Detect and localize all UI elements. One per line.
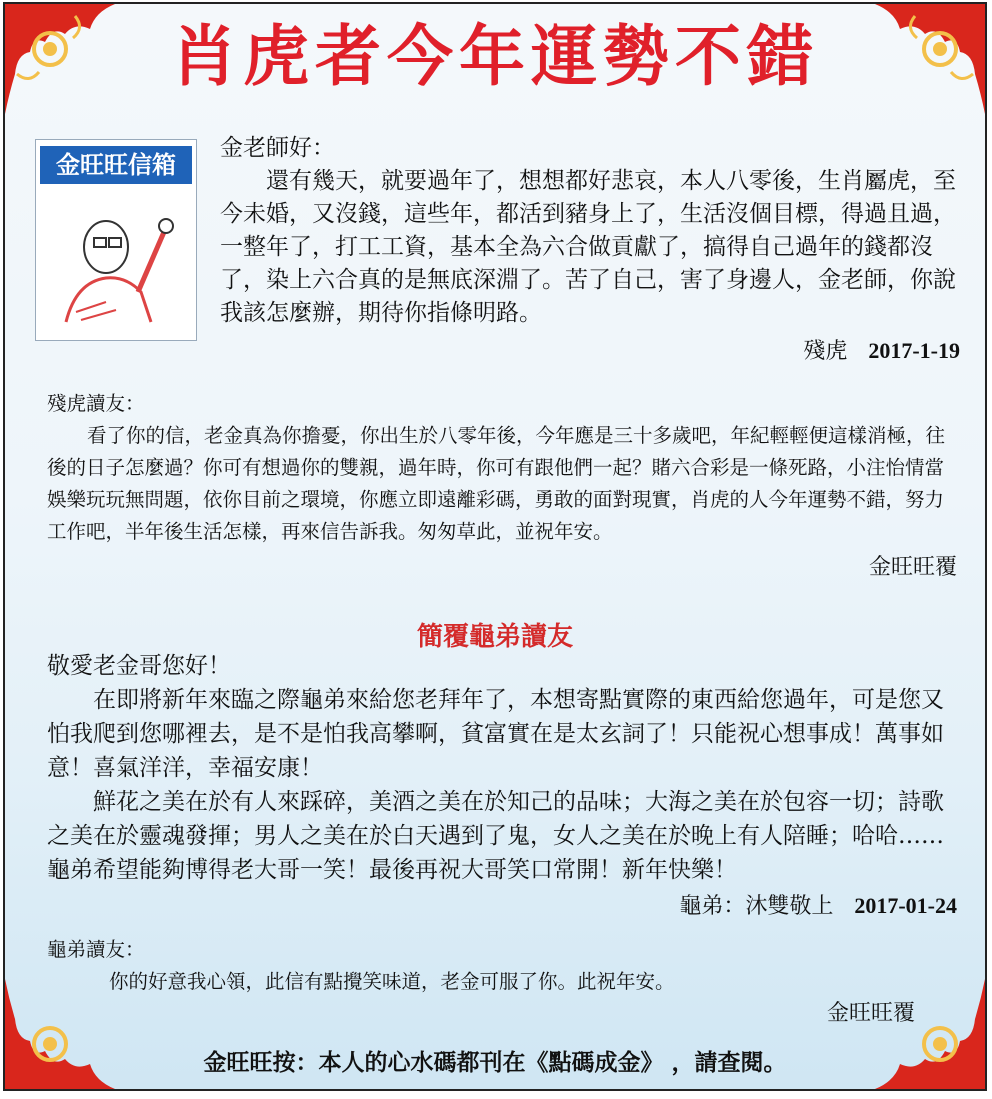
reader-letter [220, 132, 960, 368]
letter-signature [47, 889, 957, 924]
reply-greeting: 龜弟讀友： [47, 938, 145, 961]
signature-name: 龜弟：沐雙敬上 [679, 894, 834, 919]
editor-reply-2 [47, 934, 957, 1030]
signature-date: 2017-01-24 [854, 893, 957, 918]
letter-greeting: 金老師好： [220, 135, 335, 161]
letter-greeting: 敬愛老金哥您好！ [47, 653, 231, 679]
signature-date: 2017-1-19 [868, 338, 960, 363]
reader-letter-2 [47, 649, 957, 924]
reply-signature: 金旺旺覆 [826, 1001, 915, 1026]
column-label: 金旺旺信箱 [40, 146, 192, 184]
letter-body: 還有幾天，就要過年了，想想都好悲哀，本人八零後，生肖屬虎，至今未婚，又沒錢，這些年，都活到豬身上了，生活沒個目標，得過且過，一整年了，打工工資，基本全為六合做貢獻了，搞得自己過年的錢都沒了，染上六合真的是無底深淵了。苦了自己，害了身邊人，金老師，你說我該怎麼辦，期待你指條明路。 [220, 168, 956, 326]
letter-signature [220, 334, 960, 368]
signature-name: 殘虎 [803, 339, 848, 364]
page-title: 肖虎者今年運勢不錯 [171, 18, 819, 95]
reply-body: 看了你的信，老金真為你擔憂，你出生於八零年後，今年應是三十多歲吧，年紀輕輕便這樣消極，往後的日子怎麼過？你可有想過你的雙親，過年時，你可有跟他們一起？賭六合彩是一條死路，小注怡情當娛樂玩玩無問題，依你目前之環境，你應立即遠離彩碼，勇敢的面對現實，肖虎的人今年運勢不錯，努力工作吧，半年後生活怎樣，再來信告訴我。匆匆草此，並祝年安。 [47, 424, 946, 543]
column-logo [35, 139, 197, 341]
editor-reply [47, 388, 957, 584]
newspaper-page [3, 2, 987, 1091]
section-subheading: 簡覆龜弟讀友 [416, 622, 573, 652]
letter-paragraph: 鮮花之美在於有人來踩碎，美酒之美在於知己的品味；大海之美在於包容一切；詩歌之美在於靈魂發揮；男人之美在於白天遇到了鬼，女人之美在於晚上有人陪睡；哈哈……龜弟希望能夠博得老大哥一笑！最後再祝大哥笑口常開！新年快樂！ [47, 789, 944, 883]
writer-illustration-icon [46, 192, 186, 332]
reply-signature: 金旺旺覆 [868, 555, 957, 580]
reply-body: 你的好意我心領，此信有點攪笑味道，老金可服了你。此祝年安。 [109, 970, 675, 993]
reply-greeting: 殘虎讀友： [47, 392, 145, 415]
letter-paragraph: 在即將新年來臨之際龜弟來給您老拜年了，本想寄點實際的東西給您過年，可是您又怕我爬到您哪裡去，是不是怕我高攀啊，貧富實在是太玄詞了！只能祝心想事成！萬事如意！喜氣洋洋，幸福安康！ [47, 687, 944, 781]
footer-note: 金旺旺按：本人的心水碼都刊在《點碼成金》 ，請查閱。 [203, 1050, 787, 1076]
